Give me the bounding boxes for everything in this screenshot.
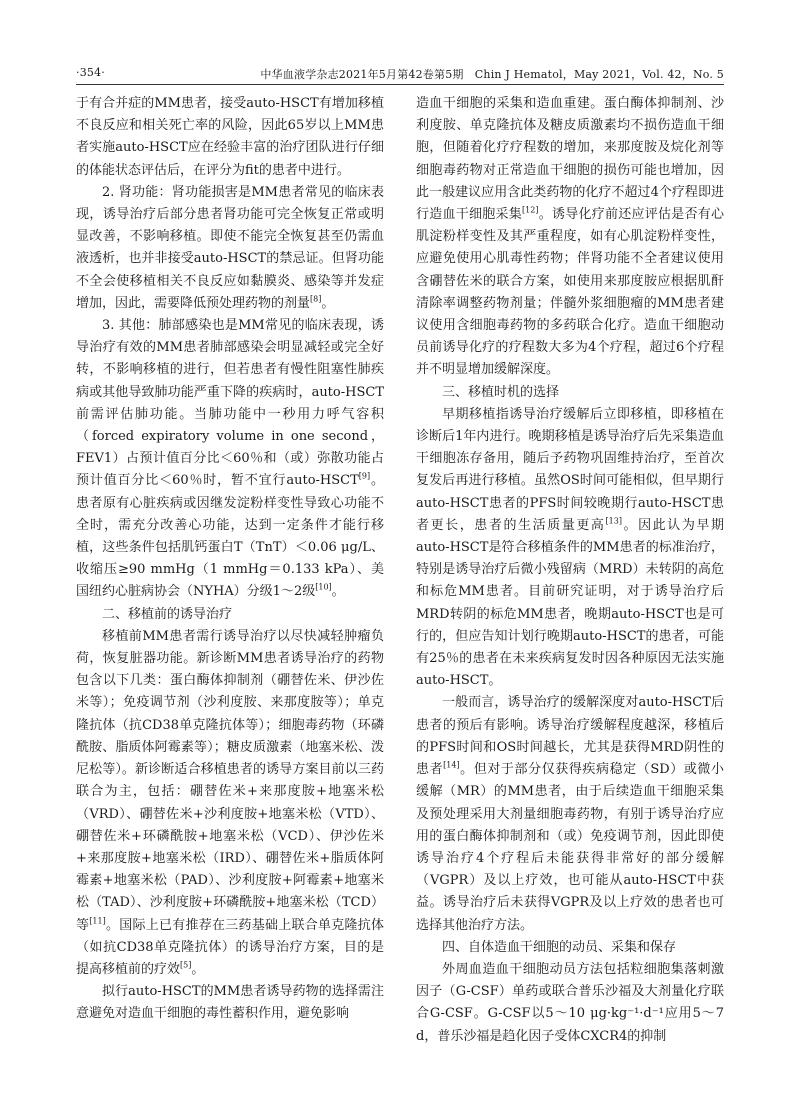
- section-heading: 二、移植前的诱导治疗: [102, 606, 233, 622]
- citation-marker: [5]: [180, 960, 192, 970]
- left-column: [76, 93, 384, 1081]
- running-header: [76, 62, 724, 86]
- citation-marker: [8]: [310, 294, 322, 304]
- paragraph: 2. 肾功能：肾功能损害是MM患者常见的临床表现，诱导治疗后部分患者肾功能可完全恢复正常或明显改善，不影响移植。即使不能完全恢复甚至仍需血液透析，也并非接受auto-HSCT的禁忌证。但肾功能不全会使移植相关不良反应如黏膜炎、感染等并发症增加，因此，需要降低预处理药物的剂量[8]。: [76, 184, 384, 311]
- paragraph: 早期移植指诱导治疗缓解后立即移植，即移植在诊断后1年内进行。晚期移植是诱导治疗后先采集造血干细胞冻存备用，随后予药物巩固维持治疗，至首次复发后再进行移植。虽然OS时间可能相似，但早期行auto-HSCT患者的PFS时间较晚期行auto-HSCT患者更长，患者的生活质量更高[13]。因此认为早期auto-HSCT是符合移植条件的MM患者的标准治疗，特别是诱导治疗后微小残留病（MRD）未转阴的高危和标危MM患者。目前研究证明，对于诱导治疗后MRD转阴的标危MM患者，晚期auto-HSCT也是可行的，但应告知计划行晚期auto-HSCT的患者，可能有25％的患者在未来疾病复发时因各种原因无法实施auto-HSCT。: [416, 406, 724, 689]
- citation-marker: [13]: [605, 516, 622, 526]
- citation-marker: [12]: [522, 205, 539, 215]
- paragraph: 移植前MM患者需行诱导治疗以尽快减轻肿瘤负荷，恢复脏器功能。新诊断MM患者诱导治疗的药物包含以下几类：蛋白酶体抑制剂（硼替佐米、伊沙佐米等）；免疫调节剂（沙利度胺、来那度胺等）；单克隆抗体（抗CD38单克隆抗体等）；细胞毒药物（环磷酰胺、脂质体阿霉素等）；糖皮质激素（地塞米松、泼尼松等）。新诊断适合移植患者的诱导方案目前以三药联合为主，包括：硼替佐米+来那度胺+地塞米松（VRD）、硼替佐米+沙利度胺+地塞米松（VTD）、硼替佐米+环磷酰胺+地塞米松（VCD）、伊沙佐米+来那度胺+地塞米松（IRD）、硼替佐米+脂质体阿霉素+地塞米松（PAD）、沙利度胺+阿霉素+地塞米松（TAD）、沙利度胺+环磷酰胺+地塞米松（TCD）等[11]。国际上已有推荐在三药基础上联合单克隆抗体（如抗CD38单克隆抗体）的诱导治疗方案，目的是提高移植前的疗效[5]。: [76, 628, 384, 977]
- paragraph: 外周血造血干细胞动员方法包括粒细胞集落刺激因子（G-CSF）单药或联合普乐沙福及大剂量化疗联合G-CSF。G-CSF以5～10 μg·kg⁻¹·d⁻¹应用5～7 d，普乐沙福是趋化因子受体CXCR4的抑制: [416, 961, 724, 1044]
- citation-marker: [11]: [89, 916, 106, 926]
- page-number: ·354·: [76, 66, 105, 79]
- section-heading: 三、移植时机的选择: [442, 384, 560, 400]
- paragraph: 于有合并症的MM患者，接受auto-HSCT有增加移植不良反应和相关死亡率的风险，因此65岁以上MM患者实施auto-HSCT应在经验丰富的治疗团队进行仔细的体能状态评估后，在评分为fit的患者中进行。: [76, 96, 384, 178]
- paragraph: 造血干细胞的采集和造血重建。蛋白酶体抑制剂、沙利度胺、单克隆抗体及糖皮质激素均不损伤造血干细胞，但随着化疗疗程数的增加，来那度胺及烷化剂等细胞毒药物对正常造血干细胞的损伤可能也增加，因此一般建议应用含此类药物的化疗不超过4个疗程即进行造血干细胞采集[12]。诱导化疗前还应评估是否有心肌淀粉样变性及其严重程度，如有心肌淀粉样变性，应避免使用心肌毒性药物；伴肾功能不全者建议使用含硼替佐米的联合方案，如使用来那度胺应根据肌酐清除率调整药物剂量；伴髓外浆细胞瘤的MM患者建议使用含细胞毒药物的多药联合化疗。造血干细胞动员前诱导化疗的疗程数大多为4个疗程，超过6个疗程并不明显增加缓解深度。: [416, 96, 724, 378]
- citation-marker: [14]: [443, 760, 460, 770]
- paragraph: 3. 其他：肺部感染也是MM常见的临床表现，诱导治疗有效的MM患者肺部感染会明显减轻或完全好转，不影响移植的进行，但若患者有慢性阻塞性肺疾病或其他导致肺功能严重下降的疾病时，auto-HSCT前需评估肺功能。当肺功能中一秒用力呼气容积（forced expiratory volume in one second，FEV1）占预计值百分比＜60％和（或）弥散功能占预计值百分比＜60％时，暂不宜行auto-HSCT[9]。患者原有心脏疾病或因继发淀粉样变性导致心功能不全时，需充分改善心功能，达到一定条件才能行移植，这些条件包括肌钙蛋白T（TnT）＜0.06 μg/L、收缩压≥90 mmHg（1 mmHg＝0.133 kPa）、美国纽约心脏病协会（NYHA）分级1～2级[10]。: [76, 318, 384, 600]
- journal-citation: 中华血液学杂志2021年5月第42卷第5期 Chin J Hematol，May 2021，Vol. 42，No. 5: [260, 68, 724, 81]
- paragraph: 一般而言，诱导治疗的缓解深度对auto-HSCT后患者的预后有影响。诱导治疗缓解程度越深，移植后的PFS时间和OS时间越长，尤其是获得MRD阴性的患者[14]。但对于部分仅获得疾病稳定（SD）或微小缓解（MR）的MM患者，由于后续造血干细胞采集及预处理采用大剂量细胞毒药物，有别于诱导治疗应用的蛋白酶体抑制剂和（或）免疫调节剂，因此即使诱导治疗4个疗程后未能获得非常好的部分缓解（VGPR）及以上疗效，也可能从auto-HSCT中获益。诱导治疗后未获得VGPR及以上疗效的患者也可选择其他治疗方法。: [416, 695, 724, 933]
- header-rule: [76, 84, 724, 85]
- section-heading: 四、自体造血干细胞的动员、采集和保存: [442, 939, 677, 955]
- right-column: [416, 93, 724, 1081]
- citation-marker: [10]: [315, 583, 332, 593]
- paragraph: 拟行auto-HSCT的MM患者诱导药物的选择需注意避免对造血干细胞的毒性蓄积作用，避免影响: [76, 984, 384, 1022]
- citation-marker: [9]: [358, 472, 371, 482]
